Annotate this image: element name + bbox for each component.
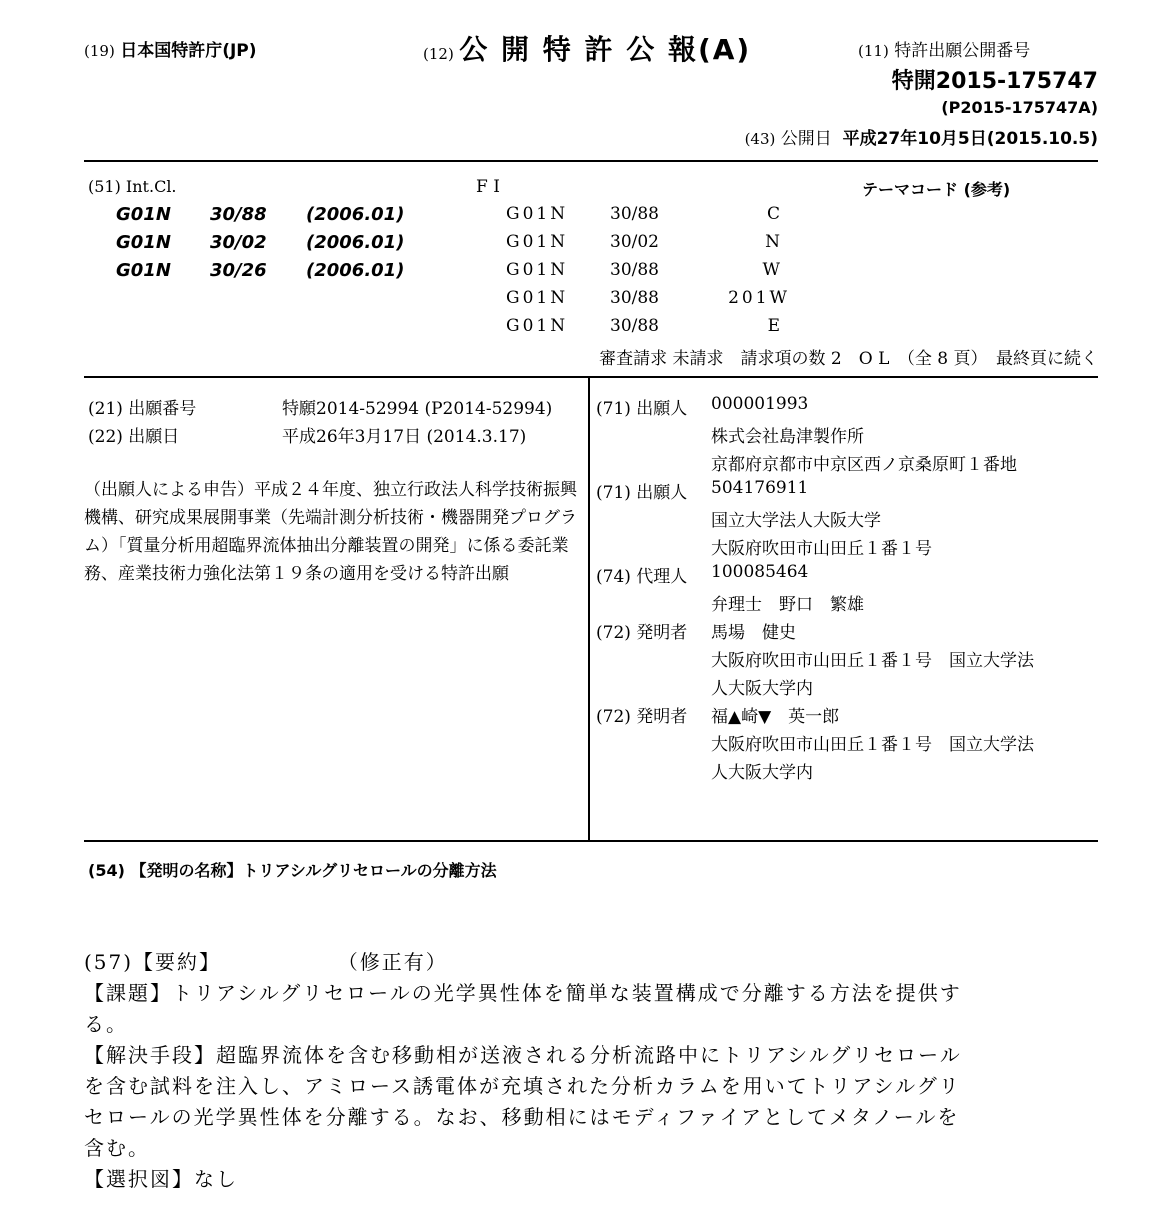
party-line: 人大阪大学内: [711, 763, 813, 783]
party-line: 000001993: [711, 394, 809, 414]
party-line: 大阪府吹田市山田丘１番１号 国立大学法: [711, 735, 1034, 755]
divider-vertical: [588, 378, 590, 840]
party-line: 大阪府吹田市山田丘１番１号 国立大学法: [711, 651, 1034, 671]
fi-label: F I: [476, 177, 500, 197]
fi-row: G01N 30/02 N: [506, 232, 780, 252]
application-number-label: (21) 出願番号: [88, 399, 197, 419]
publication-date: (43) 公開日 平成27年10月5日(2015.10.5): [744, 129, 1098, 149]
party-label: (71) 出願人: [596, 399, 688, 419]
application-date: 平成26年3月17日 (2014.3.17): [282, 427, 527, 447]
party-line: 馬場 健史: [711, 623, 796, 643]
publication-number-alt: (P2015-175747A): [941, 98, 1098, 117]
office-name: 日本国特許庁(JP): [120, 41, 257, 61]
party-line: 国立大学法人大阪大学: [711, 511, 881, 531]
party-label: (74) 代理人: [596, 567, 688, 587]
divider-middle: [84, 376, 1098, 378]
intcl-row: G01N 30/26 (2006.01): [116, 260, 405, 281]
party-line: 100085464: [711, 562, 809, 582]
fi-row: G01N 30/88 W: [506, 260, 780, 280]
applicant-declaration: （出願人による申告）平成２４年度、独立行政法人科学技術振興機構、研究成果展開事業（先端計測分析技術・機器開発プログラム）「質量分析用超臨界流体抽出分離装置の開発」に係る委託業務、産業技術力強化法第１９条の適用を受ける特許出願: [84, 480, 577, 584]
fi-row: G01N 30/88 E: [506, 316, 780, 336]
fi-row: G01N 30/88 C: [506, 204, 780, 224]
abstract-line: 【課題】トリアシルグリセロールの光学異性体を簡単な装置構成で分離する方法を提供す: [84, 981, 962, 1005]
abstract-heading: (57)【要約】 （修正有）: [84, 950, 448, 974]
theme-code-label: テーマコード (参考): [862, 180, 1011, 199]
party-label: (72) 発明者: [596, 623, 688, 643]
party-line: 大阪府吹田市山田丘１番１号: [711, 539, 932, 559]
abstract-line: 含む。: [84, 1136, 150, 1160]
party-line: 504176911: [711, 478, 809, 498]
application-number: 特願2014-52994 (P2014-52994): [282, 399, 553, 419]
party-line: 人大阪大学内: [711, 679, 813, 699]
office-label: [84, 36, 257, 61]
abstract-note: （修正有）: [337, 950, 448, 974]
abstract-line: セロールの光学異性体を分離する。なお、移動相にはモディファイアとしてメタノールを: [84, 1105, 960, 1129]
party-line: 株式会社島津製作所: [711, 427, 864, 447]
application-date-label: (22) 出願日: [88, 427, 180, 447]
intcl-row: G01N 30/02 (2006.01): [116, 232, 405, 253]
office-number: (19): [84, 42, 115, 60]
divider-top: [84, 160, 1098, 162]
party-label: (72) 発明者: [596, 707, 688, 727]
invention-title: (54) 【発明の名称】トリアシルグリセロールの分離方法: [88, 861, 497, 880]
examination-status-line: 審査請求 未請求 請求項の数 2 O L （全 8 頁） 最終頁に続く: [599, 349, 1098, 369]
party-line: 弁理士 野口 繁雄: [711, 595, 864, 615]
abstract-line: を含む試料を注入し、アミロース誘電体が充填された分析カラムを用いてトリアシルグリ: [84, 1074, 961, 1098]
intcl-row: G01N 30/88 (2006.01): [116, 204, 405, 225]
abstract-line: 【選択図】なし: [84, 1167, 238, 1191]
party-line: 福▲崎▼ 英一郎: [711, 707, 840, 727]
divider-bottom: [84, 840, 1098, 842]
intcl-label: (51) Int.Cl.: [88, 177, 177, 196]
publication-type-number: (12): [423, 45, 454, 63]
abstract-body: [84, 978, 1098, 1195]
abstract-line: 【解決手段】超臨界流体を含む移動相が送液される分析流路中にトリアシルグリセロール: [84, 1043, 962, 1067]
publication-number-label: (11) 特許出願公開番号: [858, 41, 1031, 61]
party-label: (71) 出願人: [596, 483, 688, 503]
publication-type-title: 公 開 特 許 公 報(A): [459, 33, 752, 66]
fi-row: G01N 30/88 201W: [506, 288, 790, 308]
publication-number: 特開2015-175747: [891, 69, 1098, 94]
party-line: 京都府京都市中京区西ノ京桑原町１番地: [711, 455, 1017, 475]
abstract-line: る。: [84, 1012, 128, 1036]
publication-type: [423, 28, 751, 68]
